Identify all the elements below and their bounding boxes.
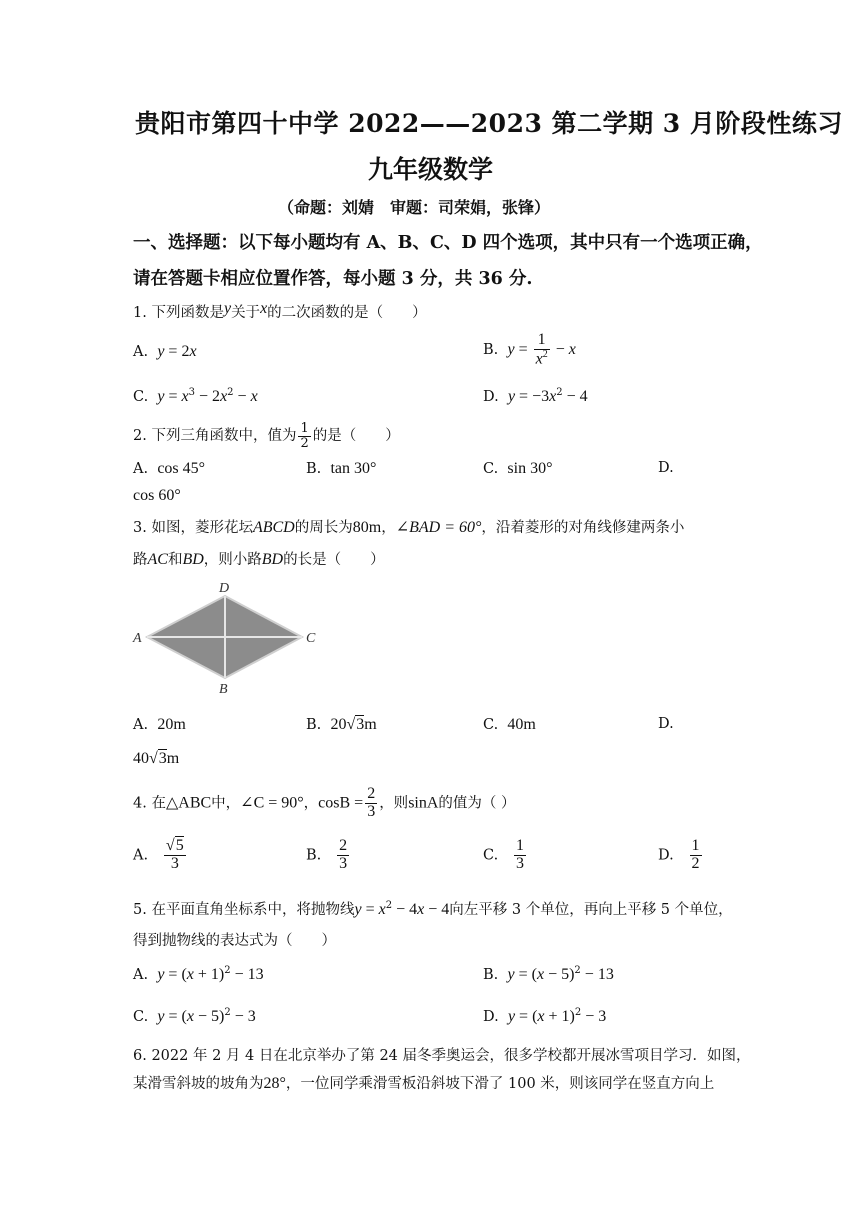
page-subtitle: 九年级数学	[368, 155, 494, 184]
q5-option-c[interactable]: C. $y = (x - 5)^2 - 3$	[133, 1007, 256, 1025]
vertex-d-label: D	[219, 581, 230, 596]
section-instructions-line2: 请在答题卡相应位置作答，每小题 3 分，共 36 分.	[133, 269, 533, 289]
q1-stem: 1. 下列函数是y关于x的二次函数的是（ ）	[133, 300, 427, 321]
q3-option-b[interactable]: B. 20√3m	[306, 716, 377, 733]
q2-option-d[interactable]: D.	[658, 460, 674, 476]
q5-option-b[interactable]: B. $y = (x - 5)^2 - 13$	[483, 965, 614, 983]
q5-option-d[interactable]: D. $y = (x + 1)^2 - 3$	[483, 1007, 607, 1025]
q3-option-c[interactable]: C. 40m	[483, 716, 536, 733]
q4-option-c[interactable]: C. $\frac{1}{3}$	[483, 837, 525, 872]
q5-option-a[interactable]: A. $y = (x + 1)^2 - 13$	[133, 965, 264, 983]
q4-option-d[interactable]: D. $\frac{1}{2}$	[658, 837, 700, 872]
q3-option-d[interactable]: D.	[658, 716, 674, 732]
q1-option-a[interactable]: A. y = 2x	[133, 343, 197, 360]
q6-stem-line1: 6. 2022 年 2 月 4 日在北京举办了第 24 届冬季奥运会，很多学校都开展冰雪项目学习．如图，	[133, 1048, 751, 1064]
q1-option-d[interactable]: D. $y = -3x^2 - 4$	[483, 387, 588, 405]
q4-stem: 4. 在△ABC中，∠C = 90°，cosB = $\frac{2}{3}$ ，则sinA的值为（ ）	[133, 785, 516, 820]
authors-line: （命题：刘婧 审题：司荣娟，张锋）	[278, 198, 551, 217]
q2-option-b[interactable]: B. tan 30°	[306, 460, 377, 477]
q5-stem-line2: 得到抛物线的表达式为（ ）	[133, 933, 336, 949]
q3-option-a[interactable]: A. 20m	[133, 716, 186, 733]
q1-option-c[interactable]: C. $y = x^3 - 2x^2 - x$	[133, 387, 258, 405]
q5-stem-line1: 5. 在平面直角坐标系中，将抛物线$y = x^2 - 4x - 4$向左平移 3 个单位，再向上平移 5 个单位，	[133, 900, 733, 918]
vertex-c-label: C	[306, 631, 316, 646]
q4-option-a[interactable]: A. $\frac{√5}{3}$	[133, 837, 184, 872]
q2-option-c[interactable]: C. sin 30°	[483, 460, 553, 477]
q3-option-d-value: 40√3m	[133, 750, 180, 767]
q2-option-a[interactable]: A. cos 45°	[133, 460, 206, 477]
q3-stem-line2: 路AC和BD，则小路BD的长是（ ）	[133, 551, 385, 568]
q1-option-b[interactable]: B. y = $\frac{1}{x^2}$ − x	[483, 331, 576, 368]
q3-stem-line1: 3. 如图，菱形花坛ABCD的周长为80m，∠BAD = 60°，沿着菱形的对角线修建两条小	[133, 519, 685, 536]
q2-stem: 2. 下列三角函数中，值为 $\frac{1}{2}$ 的是（ ）	[133, 421, 400, 451]
q2-option-d-value: cos 60°	[133, 487, 181, 504]
q4-option-b[interactable]: B. $\frac{2}{3}$	[306, 837, 348, 872]
vertex-a-label: A	[133, 631, 142, 646]
rhombus-figure	[128, 578, 328, 698]
vertex-b-label: B	[219, 682, 228, 697]
page-title: 贵阳市第四十中学 2022——2023 第二学期 3 月阶段性练习	[135, 109, 843, 138]
section-instructions-line1: 一、选择题：以下每小题均有 A、B、C、D 四个选项，其中只有一个选项正确，	[133, 233, 763, 253]
q6-stem-line2: 某滑雪斜坡的坡角为28°，一位同学乘滑雪板沿斜坡下滑了 100 米，则该同学在竖直方向上	[133, 1075, 715, 1092]
